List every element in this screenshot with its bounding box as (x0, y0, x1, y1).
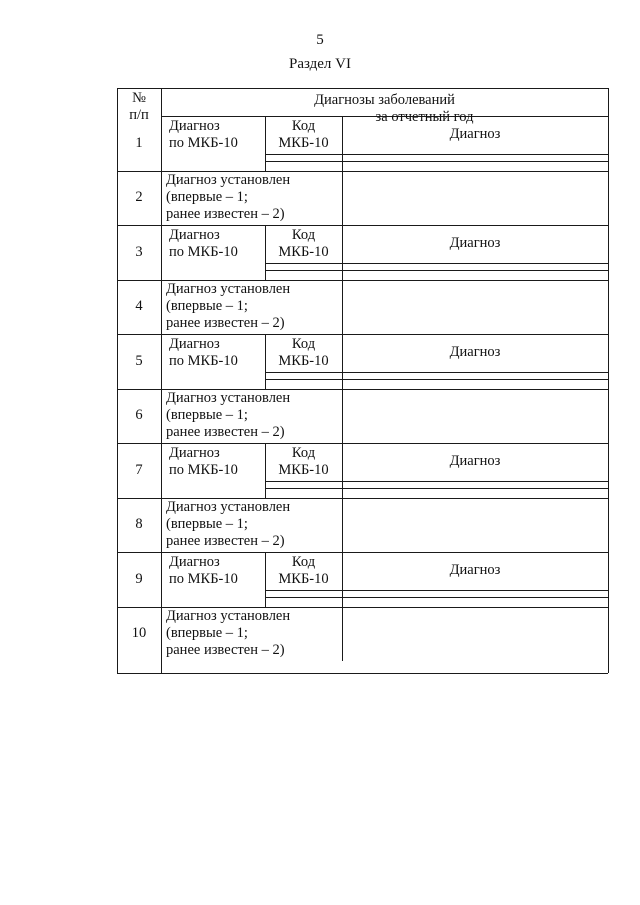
row-number: 8 (135, 516, 143, 532)
row-number: 4 (135, 298, 143, 314)
code-cell-bottom-line (265, 270, 608, 271)
icd-code-label: Код МКБ-10 (278, 227, 329, 260)
icd-code-label: Код МКБ-10 (278, 336, 329, 369)
diagnosis-column-divider (342, 116, 343, 171)
diagnosis-label: Диагноз (449, 235, 501, 251)
icd-diagnosis-label: Диагноз по МКБ-10 (169, 336, 238, 369)
diagnosis-label: Диагноз (449, 126, 501, 142)
code-cell-line (265, 154, 608, 155)
row-number: 6 (135, 407, 143, 423)
row-number: 1 (135, 134, 143, 151)
row-number: 3 (135, 243, 143, 260)
icd-diagnosis-label: Диагноз по МКБ-10 (169, 118, 238, 151)
code-cell-line (265, 263, 608, 264)
row-number: 10 (131, 625, 147, 641)
number-column-header: № п/п (129, 90, 149, 123)
code-cell-line (265, 590, 608, 591)
status-value-divider (342, 280, 343, 334)
header-subtitle: за отчетный год (375, 109, 474, 125)
code-cell-line (265, 481, 608, 482)
icd-code-label: Код МКБ-10 (278, 118, 329, 151)
number-column-divider (161, 88, 162, 673)
table-border-top (117, 88, 608, 89)
diagnoses-table (117, 88, 608, 673)
code-cell-bottom-line (265, 488, 608, 489)
icd-code-label: Код МКБ-10 (278, 445, 329, 478)
icd-diagnosis-label: Диагноз по МКБ-10 (169, 227, 238, 260)
status-value-divider (342, 171, 343, 225)
diagnosis-status-label: Диагноз установлен (впервые – 1; ранее известен – 2) (166, 172, 291, 222)
diagnosis-label: Диагноз (449, 562, 501, 578)
code-cell-line (265, 372, 608, 373)
diagnosis-column-divider (342, 443, 343, 498)
diagnosis-status-label: Диагноз установлен (впервые – 1; ранее известен – 2) (166, 390, 291, 440)
table-border-bottom (117, 673, 608, 674)
code-cell-bottom-line (265, 379, 608, 380)
icd-diagnosis-label: Диагноз по МКБ-10 (169, 554, 238, 587)
section-title: Раздел VI (288, 56, 351, 72)
diagnosis-column-divider (342, 334, 343, 389)
page-number: 5 (316, 32, 324, 48)
icd-diagnosis-label: Диагноз по МКБ-10 (169, 445, 238, 478)
row-number: 7 (135, 461, 143, 478)
row-number: 5 (135, 352, 143, 369)
status-value-divider (342, 498, 343, 552)
diagnosis-label: Диагноз (449, 344, 501, 360)
code-cell-bottom-line (265, 161, 608, 162)
table-border-right (608, 88, 609, 673)
diagnosis-status-label: Диагноз установлен (впервые – 1; ранее известен – 2) (166, 499, 291, 549)
diagnosis-label: Диагноз (449, 453, 501, 469)
diagnosis-column-divider (342, 225, 343, 280)
header-title: Диагнозы заболеваний (314, 92, 455, 108)
status-value-divider (342, 607, 343, 661)
diagnosis-status-label: Диагноз установлен (впервые – 1; ранее известен – 2) (166, 281, 291, 331)
diagnosis-status-label: Диагноз установлен (впервые – 1; ранее известен – 2) (166, 608, 291, 658)
code-cell-bottom-line (265, 597, 608, 598)
status-value-divider (342, 389, 343, 443)
row-number: 2 (135, 189, 143, 205)
row-number: 9 (135, 570, 143, 587)
diagnosis-column-divider (342, 552, 343, 607)
icd-code-label: Код МКБ-10 (278, 554, 329, 587)
